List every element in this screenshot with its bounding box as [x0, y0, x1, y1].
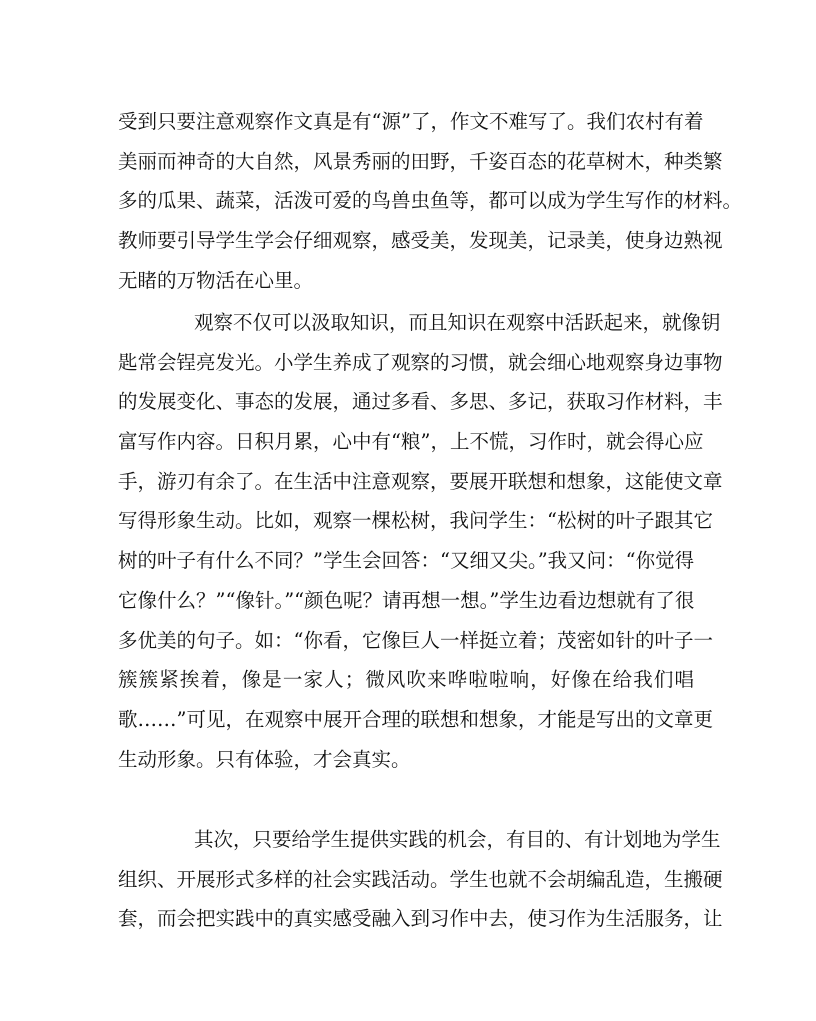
paragraph-3	[118, 820, 723, 939]
paragraph-line: 无睹的万物活在心里。	[118, 268, 314, 292]
paragraph-line: 富写作内容。日积月累，心中有“粮”，上不慌，习作时，就会得心应	[118, 430, 704, 454]
paragraph-line: 多优美的句子。如：“你看，它像巨人一样挺立着；茂密如针的叶子一	[118, 628, 713, 652]
paragraph-line: 簇簇紧挨着，像是一家人；微风吹来哗啦啦响，好像在给我们唱	[118, 668, 694, 692]
paragraph-line: 它像什么？”“像针。”“颜色呢？请再想一想。”学生边看边想就有了很	[118, 588, 695, 612]
paragraph-line: 多的瓜果、蔬菜，活泼可爱的鸟兽虫鱼等，都可以成为学生写作的材料。	[118, 189, 743, 213]
paragraph-line: 美丽而神奇的大自然，风景秀丽的田野，千姿百态的花草树木，种类繁	[118, 149, 723, 173]
paragraph-line: 观察不仅可以汲取知识，而且知识在观察中活跃起来，就像钥	[194, 311, 721, 334]
paragraph-line: 生动形象。只有体验，才会真实。	[118, 747, 411, 771]
paragraph-line: 歌……”可见，在观察中展开合理的联想和想象，才能是写出的文章更	[118, 707, 713, 731]
paragraph-line: 受到只要注意观察作文真是有“源”了，作文不难写了。我们农村有着	[118, 110, 704, 133]
paragraph-line: 教师要引导学生学会仔细观察，感受美，发现美，记录美，使身边熟视	[118, 229, 723, 253]
paragraph-line: 手，游刃有余了。在生活中注意观察，要展开联想和想象，这能使文章	[118, 469, 723, 493]
paragraph-line: 套，而会把实践中的真实感受融入到习作中去，使习作为生活服务，让	[118, 907, 723, 931]
paragraph-line: 匙常会锃亮发光。小学生养成了观察的习惯，就会细心地观察身边事物	[118, 350, 723, 374]
paragraph-line: 其次，只要给学生提供实践的机会，有目的、有计划地为学生	[194, 828, 721, 851]
paragraph-line: 树的叶子有什么不同？”学生会回答：“又细又尖。”我又问：“你觉得	[118, 549, 695, 573]
paragraph-2	[118, 303, 723, 779]
paragraph-line: 组织、开展形式多样的社会实践活动。学生也就不会胡编乱造，生搬硬	[118, 867, 723, 891]
paragraph-line: 写得形象生动。比如，观察一棵松树，我问学生：“松树的叶子跟其它	[118, 509, 713, 533]
paragraph-1	[118, 102, 743, 300]
paragraph-line: 的发展变化、事态的发展，通过多看、多思、多记，获取习作材料，丰	[118, 390, 723, 414]
